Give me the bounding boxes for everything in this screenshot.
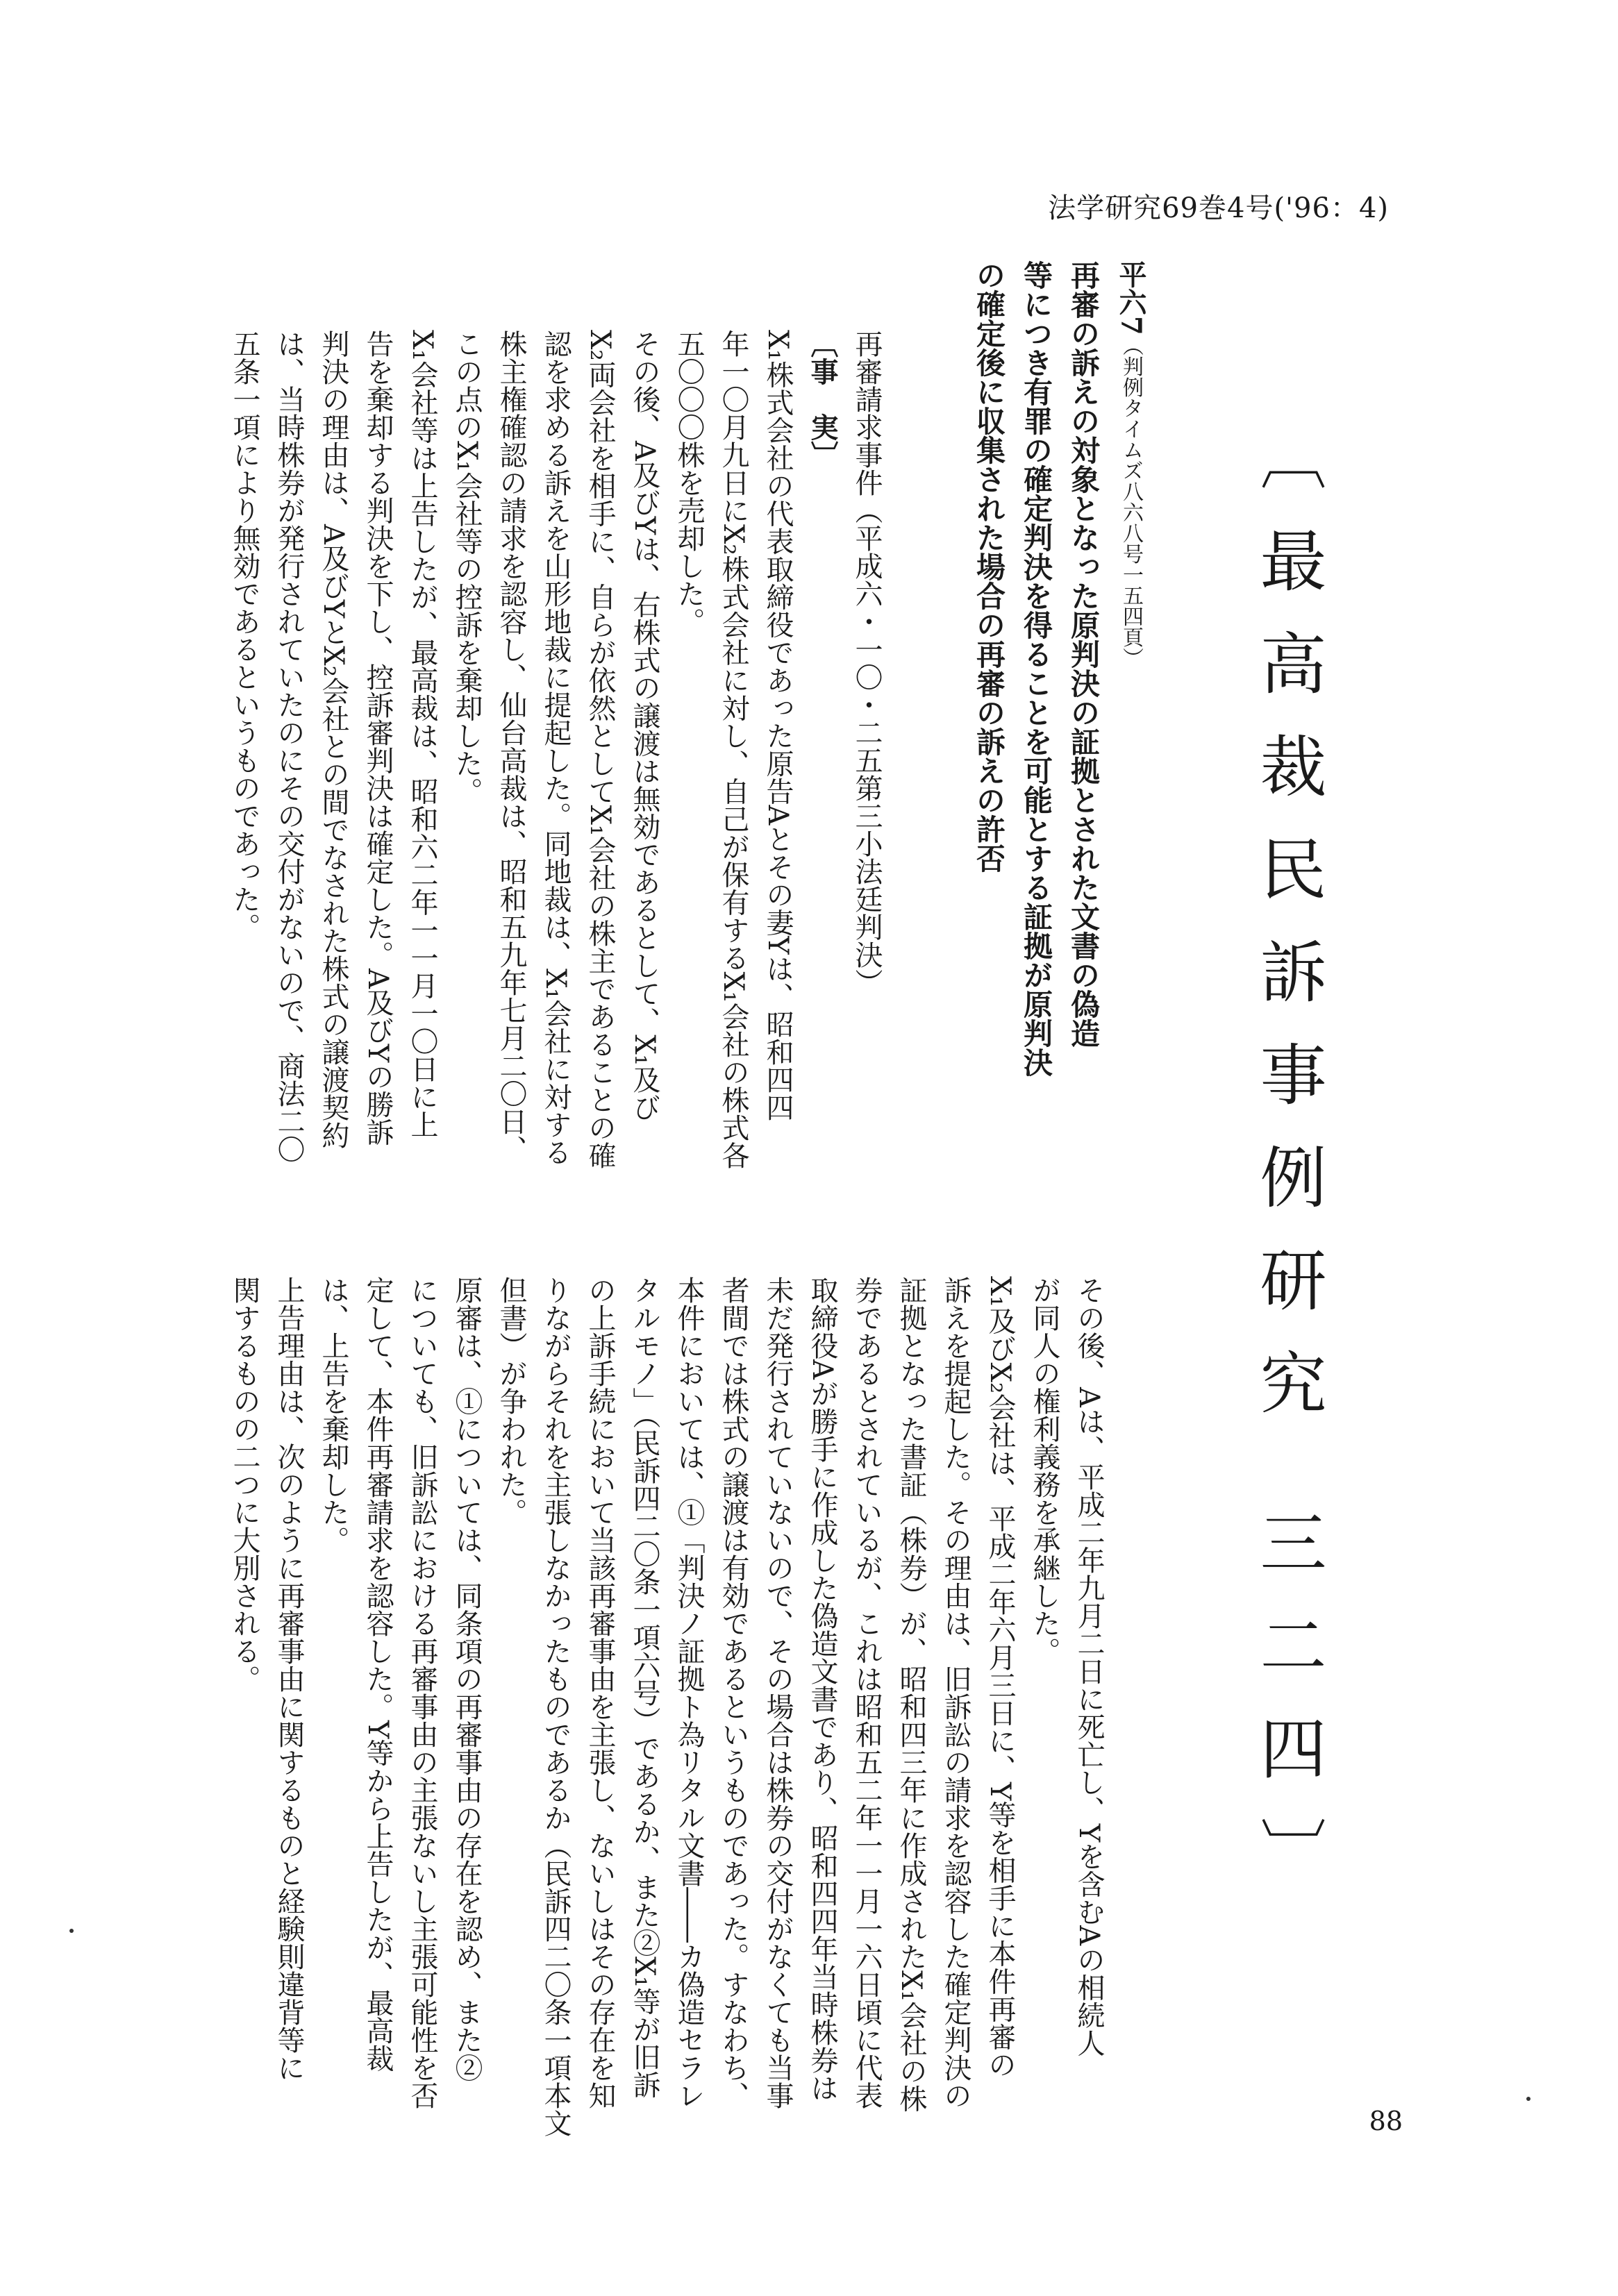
text-column: この点のX₁会社等の控訴を棄却した。 <box>451 330 483 805</box>
text-column: 者間では株式の譲渡は有効であるというものであった。すなわち、 <box>717 1276 749 2109</box>
case-heading <box>965 260 1154 1077</box>
text-column: 本件においては、①「判決ノ証拠ト為リタル文書――カ偽造セラレ <box>673 1276 705 2109</box>
text-column: タルモノ」（民訴四二〇条一項六号）であるか、また②X₁等が旧訴 <box>628 1276 660 2099</box>
text-column: 券であるとされているが、これは昭和五二年一一月一六日頃に代表 <box>851 1276 883 2109</box>
scan-speck <box>1526 2097 1531 2101</box>
text-column: X₁株式会社の代表取締役であった原告Aとその妻Yは、昭和四四 <box>762 330 794 1121</box>
text-column: 告を棄却する判決を下し、控訴審判決は確定した。A及びYの勝訴 <box>362 330 394 1146</box>
text-column: 株主権確認の請求を認容し、仙台高裁は、昭和五九年七月二〇日、 <box>495 330 527 1163</box>
section-heading: 〔事 実〕 <box>806 330 839 469</box>
journal-header: 法学研究69巻4号('96：4) <box>1048 192 1389 224</box>
text-column: その後、A及びYは、右株式の譲渡は無効であるとして、X₁及び <box>628 330 660 1121</box>
text-column: が同人の権利義務を承継した。 <box>1028 1276 1060 1665</box>
text-column: X₂両会社を相手に、自らが依然としてX₁会社の株主であることの確 <box>584 330 616 1170</box>
text-column: りながらそれを主張しなかったものであるか（民訴四二〇条一項本文 <box>540 1276 572 2137</box>
text-column: 上告理由は、次のように再審事由に関するものと経験則違背等に <box>273 1276 305 2081</box>
text-column: についても、旧訴訟における再審事由の主張ないし主張可能性を否 <box>406 1276 438 2109</box>
scan-speck <box>69 1929 74 1933</box>
heading-line: の確定後に収集された場合の再審の訴えの許否 <box>972 260 1006 873</box>
text-column: 認を求める訴えを山形地裁に提起した。同地裁は、X₁会社に対する <box>540 330 572 1166</box>
body-text-upper <box>222 330 889 1295</box>
text-column: 原審は、①については、同条項の再審事由の存在を認め、また② <box>451 1276 483 2081</box>
article-title: 〔最高裁民訴事例研究 三二四〕 <box>1249 424 1327 1920</box>
case-label-line <box>1107 260 1154 955</box>
heading-line: 再審の訴えの対象となった原判決の証拠とされた文書の偽造 <box>1067 260 1101 1048</box>
text-column: 五〇〇〇株を売却した。 <box>673 330 705 635</box>
text-column: 未だ発行されていないので、その場合は株券の交付がなくても当事 <box>762 1276 794 2109</box>
case-label: 平六7 <box>1115 260 1147 335</box>
text-column: 証拠となった書証（株券）が、昭和四三年に作成されたX₁会社の株 <box>895 1276 927 2113</box>
text-column: 訴えを提起した。その理由は、旧訴訟の請求を認容した確定判決の <box>940 1276 971 2109</box>
text-column: 五条一項により無効であるというものであった。 <box>228 330 260 941</box>
page-number: 88 <box>1369 2106 1403 2136</box>
text-column: の上訴手続において当該再審事由を主張し、ないしはその存在を知 <box>584 1276 616 2109</box>
body-text-lower <box>222 1276 1111 2137</box>
text-column: は、上告を棄却した。 <box>317 1276 349 1554</box>
text-column: は、当時株券が発行されていたのにその交付がないので、商法二〇 <box>273 330 305 1163</box>
heading-line: 等につき有罪の確定判決を得ることを可能とする証拠が原判決 <box>1019 260 1053 1077</box>
text-column: X₁会社等は上告したが、最高裁は、昭和六二年一一月一〇日に上 <box>406 330 438 1139</box>
case-source: （判例タイムズ八六八号一五四頁） <box>1119 335 1143 669</box>
text-column: X₁及びX₂会社は、平成二年六月三日に、Y等を相手に本件再審の <box>984 1276 1016 2079</box>
text-column: 定して、本件再審請求を認容した。Y等から上告したが、最高裁 <box>362 1276 394 2072</box>
text-column: その後、Aは、平成二年九月二日に死亡し、Yを含むAの相続人 <box>1073 1276 1105 2057</box>
text-column: 判決の理由は、A及びYとX₂会社との間でなされた株式の譲渡契約 <box>317 330 349 1149</box>
text-column: 但書）が争われた。 <box>495 1276 527 1526</box>
text-column: 取締役Aが勝手に作成した偽造文書であり、昭和四四年当時株券は <box>806 1276 838 2102</box>
text-column: 再審請求事件（平成六・一〇・二五第三小法廷判決） <box>851 330 883 996</box>
text-column: 年一〇月九日にX₂株式会社に対し、自己が保有するX₁会社の株式各 <box>717 330 749 1170</box>
text-column: 関するものの二つに大別される。 <box>228 1276 260 1693</box>
